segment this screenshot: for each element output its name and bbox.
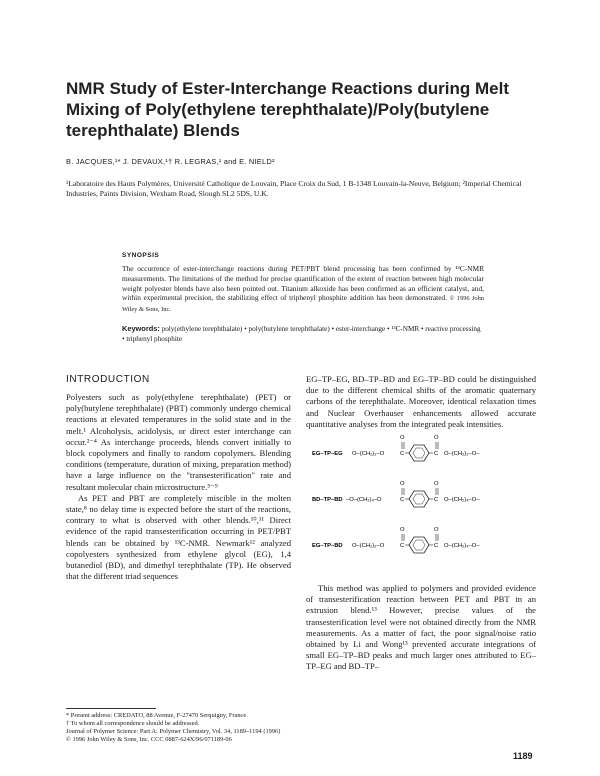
carbonyl-o: O: [400, 481, 405, 487]
carbonyl-o: O: [434, 527, 439, 533]
footnote-journal: Journal of Polymer Science: Part A: Polymer Chemistry, Vol. 34, 1189–1194 (1996): [66, 728, 281, 735]
synopsis-body: [122, 264, 484, 315]
structure-left-group: –O–(CH₂)₄–O: [346, 497, 382, 503]
synopsis-heading: SYNOPSIS: [122, 252, 160, 259]
benzene-ring-icon: [409, 491, 429, 507]
affiliations: ¹Laboratoire des Hauts Polymères, Université Catholique de Louvain, Place Croix du Sud, 1 B-1348 Louvain-la-Neuve, Belgium; ²Imperial Chemical Industries, Paints Division, Wexham Road, Slough SL2 5DS, U.K.: [66, 179, 522, 198]
benzene-ring-icon: [409, 445, 429, 461]
triad-structures-figure: [306, 435, 536, 575]
structure-row-eg-tp-bd: [312, 527, 480, 553]
keywords: [122, 324, 484, 345]
right-column-bottom: [306, 583, 536, 673]
right-column-top: [306, 374, 536, 430]
structure-right-group: O–(CH₂)₄–O–: [444, 497, 480, 503]
left-column: [66, 392, 291, 582]
right-paragraph-2: This method was applied to polymers and provided evidence of transesterification reaction between PET and PBT in an extrusion blend.¹³ However, precise values of the transesterification level were not obtained directly from the NMR measurements. As a matter of fact, the poor signal/noise ratio obtained by Li and Wong¹³ prevented accurate integrations of small EG–TP–BD peaks and much larger ones attributed to EG–TP–EG and BD–TP–: [306, 583, 536, 672]
structure-left-group: O–(CH₂)₂–O: [352, 543, 385, 549]
carbonyl-o: O: [400, 527, 405, 533]
carbonyl-o: O: [434, 481, 439, 487]
page-number: 1189: [513, 751, 533, 761]
benzene-ring-icon: [409, 537, 429, 553]
carbonyl-c: C: [400, 451, 405, 457]
synopsis-text: The occurrence of ester-interchange reactions during PET/PBT blend processing has been confirmed by ¹³C-NMR measurements. The limitations of the method for precise quantification of the extent of reaction between high molecular weight polyester blends have also been pointed out. Titanium alkoxide has been confirmed as an efficient catalyst, and, within experimental precision, the stabilizing effect of triphenyl phosphite addition has been demonstrated.: [122, 264, 484, 303]
intro-heading: INTRODUCTION: [66, 374, 150, 385]
footnote-present-address: * Present address: CREDATO, 88 Avenue, F-27470 Serquigny, France.: [66, 712, 248, 719]
carbonyl-o: O: [400, 435, 405, 441]
structure-right-group: O–(CH₂)₄–O–: [444, 543, 480, 549]
carbonyl-c: C: [434, 497, 439, 503]
author-list: B. JACQUES,¹* J. DEVAUX,¹† R. LEGRAS,¹ and E. NIELD²: [66, 157, 275, 166]
keywords-list: poly(ethylene terephthalate) • poly(butylene terephthalate) • ester-interchange • ¹³C-NMR • reactive processing • triphenyl phosphite: [122, 325, 481, 343]
carbonyl-c: C: [434, 543, 439, 549]
keywords-label: Keywords:: [122, 324, 160, 333]
carbonyl-o: O: [434, 435, 439, 441]
structure-label: EG–TP–EG: [312, 451, 343, 457]
carbonyl-c: C: [400, 543, 405, 549]
structure-row-eg-tp-eg: [312, 435, 480, 461]
carbonyl-c: C: [434, 451, 439, 457]
carbonyl-c: C: [400, 497, 405, 503]
structure-label: BD–TP–BD: [312, 497, 343, 503]
structure-left-group: O–(CH₂)₂–O: [352, 451, 385, 457]
footnotes: [66, 712, 296, 744]
footnote-rule: [66, 708, 156, 709]
footnote-correspondence: † To whom all correspondence should be addressed.: [66, 720, 200, 727]
structure-right-group: O–(CH₂)₂–O–: [444, 451, 480, 457]
intro-paragraph-1: Polyesters such as poly(ethylene terephthalate) (PET) or poly(butylene terephthalate) (PBT) commonly undergo chemical reactions at elevated temperatures in the solid state and in the melt.¹ Alcoholysis, acidolysis, or direct ester interchange can occur.²⁻⁴ As interchange proceeds, blends convert initially to block copolymers and finally to random copolymers. Blending conditions (temperature, duration of mixing, preparation method) have a large influence on the "transesterification" rate and resultant molecular chain microstructure.⁵⁻⁹: [66, 392, 291, 492]
structure-row-bd-tp-bd: [312, 481, 480, 507]
intro-paragraph-2: As PET and PBT are completely miscible in the molten state,⁸ no delay time is expected before the start of the reactions, contrary to what is observed with other blends.¹⁰,¹¹ Direct evidence of the rapid transesterification occurring in PET/PBT blends can be obtained by ¹³C-NMR. Newmark¹² analyzed copolyesters synthesized from ethylene glycol (EG), 1,4 butanediol (BD), and dimethyl terephthalate (TP). He observed that the different triad sequences: [66, 492, 291, 582]
right-paragraph-1: EG–TP–EG, BD–TP–BD and EG–TP–BD could be distinguished due to the different chemical shifts of the aromatic quaternary carbons of the terephthalate. Moreover, identical relaxation times and Nuclear Overhauser enhancements allowed accurate quantitative analyses from the integrated peak intensities.: [306, 374, 536, 429]
footnote-copyright: © 1996 John Wiley & Sons, Inc. CCC 0887-624X/96/071189-06: [66, 736, 232, 743]
structure-label: EG–TP–BD: [312, 543, 343, 549]
synopsis-copyright: © 1996 John Wiley & Sons, Inc.: [122, 295, 484, 314]
paper-title: NMR Study of Ester-Interchange Reactions during Melt Mixing of Poly(ethylene terephthalate)/Poly(butylene terephthalate) Blends: [66, 79, 509, 140]
